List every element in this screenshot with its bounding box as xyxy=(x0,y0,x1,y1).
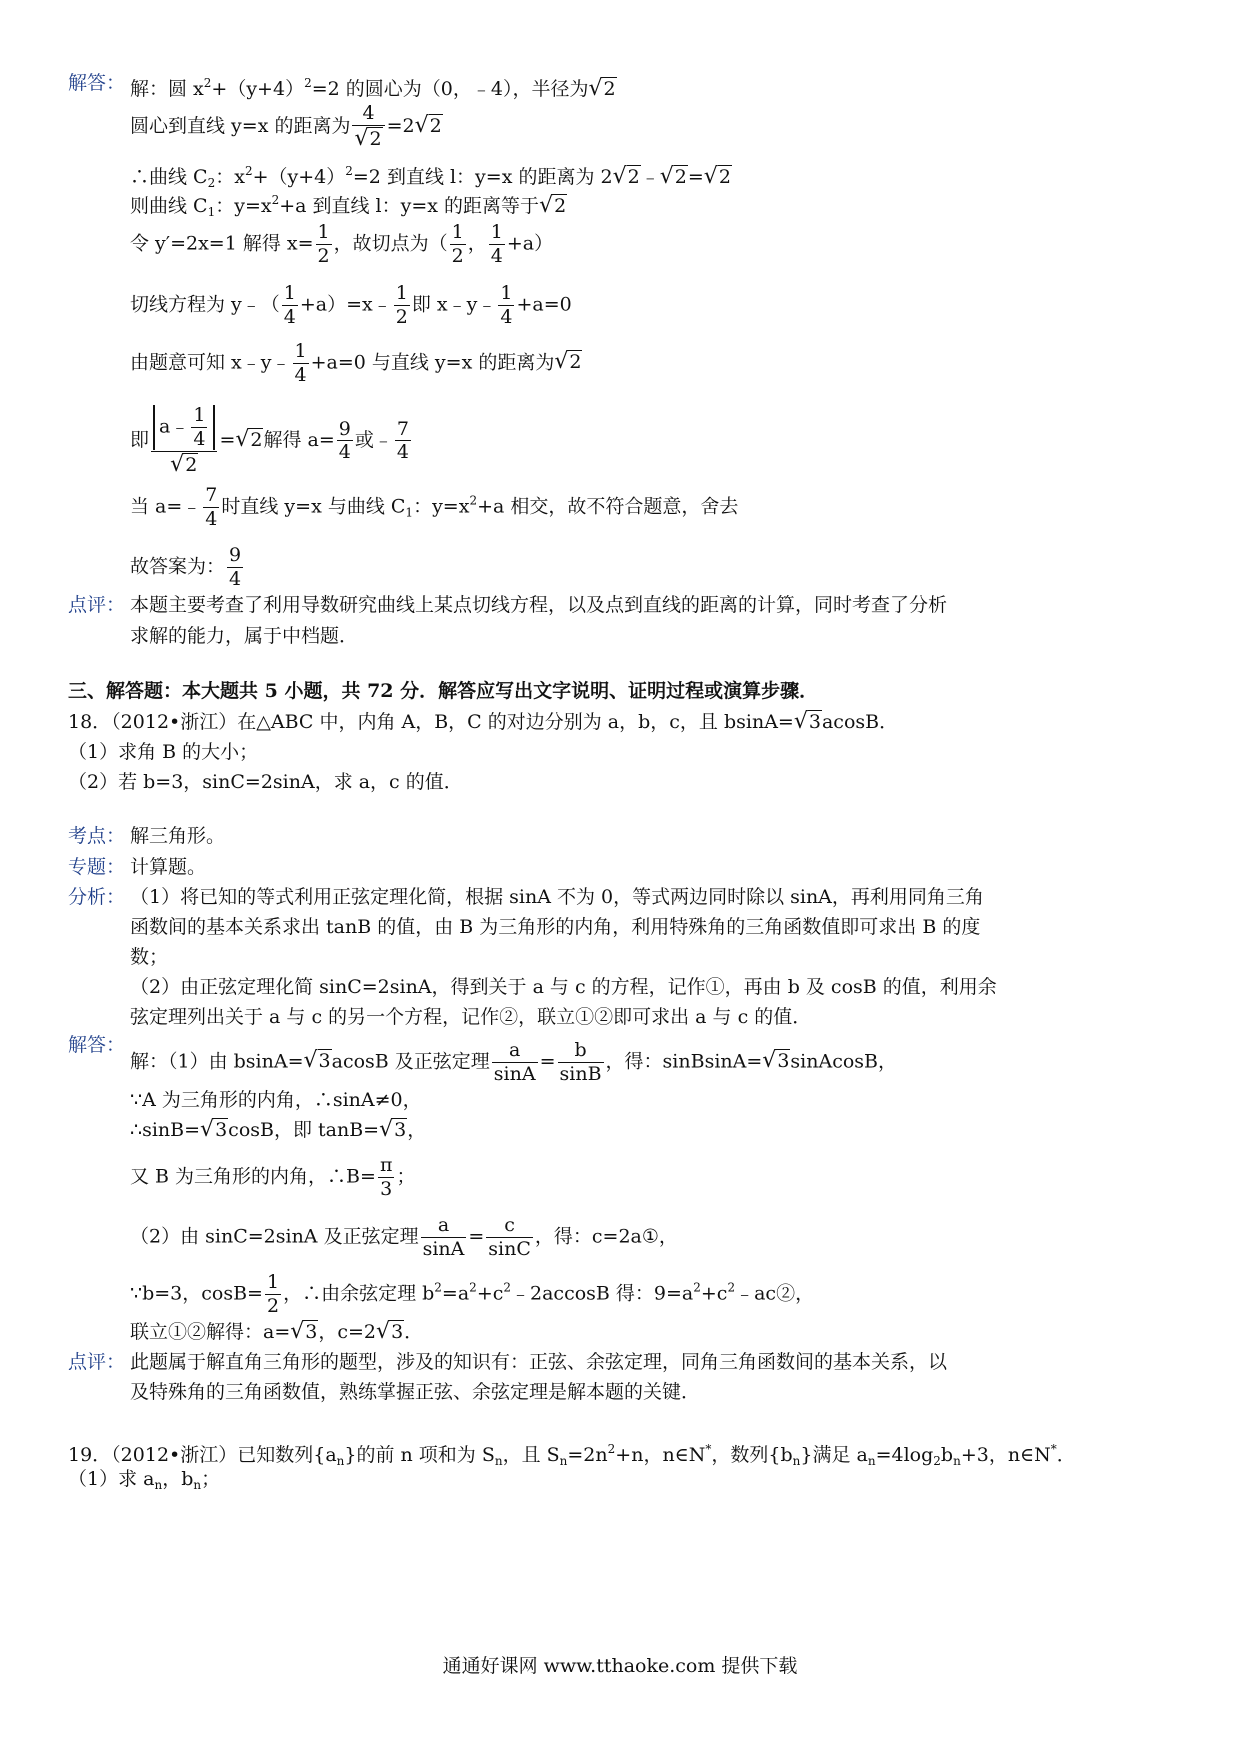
point-label: 考点： xyxy=(68,825,126,847)
solution-line: （2）由 sinC=2sinA 及正弦定理 $\frac{a}{\sin A}$ = $\frac{c}{\sin C}$ ，得：c=2a①， xyxy=(130,1214,678,1260)
solution-line: 切线方程为 y﹣（ $\frac{1}{4}$ +a）=x﹣ $\frac{1}{2}$ 即 x﹣y﹣ $\frac{1}{4}$ +a=0 xyxy=(130,282,572,328)
comment-text: 此题属于解直角三角形的题型，涉及的知识有：正弦、余弦定理，同角三角函数间的基本关系，以 xyxy=(130,1351,948,1373)
topic-text: 计算题。 xyxy=(130,856,207,878)
analysis-label: 分析： xyxy=(68,886,126,908)
comment-label: 点评： xyxy=(68,1351,126,1373)
comment-label: 点评： xyxy=(68,594,126,616)
question-part: （1）求角 B 的大小； xyxy=(68,741,259,763)
question-part: （2）若 b=3，sinC=2sinA，求 a，c 的值． xyxy=(68,771,463,793)
solution-line: ∵A 为三角形的内角，∴sinA≠0， xyxy=(130,1089,422,1111)
analysis-text: 弦定理列出关于 a 与 c 的另一个方程，记作②，联立①②即可求出 a 与 c 的值． xyxy=(130,1006,812,1028)
analysis-text: （2）由正弦定理化简 sinC=2sinA，得到关于 a 与 c 的方程，记作①，再由 b 及 cosB 的值，利用余 xyxy=(130,976,997,998)
solution-line: 由题意可知 x﹣y﹣ $\frac{1}{4}$ +a=0 与直线 y=x 的距离为√2 xyxy=(130,340,582,386)
solution-line: ∴sinB=√3cosB，即 tanB=√3， xyxy=(130,1117,427,1142)
solution-line: 解：（1）由 bsinA=√3acosB 及正弦定理 $\frac{a}{\sin A}$ = $\frac{b}{\sin B}$ ，得：sinBsinA=√3sinAcosB， xyxy=(130,1039,897,1085)
solution-line: 即 a﹣ $\frac{1}{4}$ √2 =√2解得 a= $\frac{9}{4}$ 或﹣ $\frac{7}{4}$ xyxy=(130,404,409,477)
solution-line: 则曲线 $C_1$：$y=x^2+a$ 到直线 l：y=x 的距离等于√2 xyxy=(130,193,567,219)
solution-line: ∴曲线 $C_2$：$x^2+(y+4)^2=2$ 到直线 l：y=x 的距离为 2√2﹣√2=√2 xyxy=(130,164,731,190)
analysis-text: 函数间的基本关系求出 tanB 的值，由 B 为三角形的内角，利用特殊角的三角函数值即可求出 B 的度 xyxy=(130,916,981,938)
answer-label: 解答： xyxy=(68,1034,126,1056)
analysis-text: 数； xyxy=(130,946,169,968)
section-heading: 三、解答题：本大题共 5 小题，共 72 分．解答应写出文字说明、证明过程或演算步骤． xyxy=(68,680,819,702)
solution-line: 当 a=﹣ $\frac{7}{4}$ 时直线 y=x 与曲线 $C_1$：$y=x^2+a$ 相交，故不符合题意，舍去 xyxy=(130,484,739,530)
analysis-text: （1）将已知的等式利用正弦定理化简，根据 sinA 不为 0，等式两边同时除以 sinA，再利用同角三角 xyxy=(130,886,984,908)
solution-line: 圆心到直线 y=x 的距离为 $\frac{4}{√2}$ =2√2 xyxy=(130,102,442,151)
topic-label: 专题： xyxy=(68,856,126,878)
solution-line: ∵b=3，cosB= $\frac{1}{2}$ ，∴由余弦定理 $b^2=a^2+c^2﹣2accosB$ 得：$9=a^2+c^2﹣ac②$， xyxy=(130,1271,815,1317)
solution-line: 联立①②解得：a=√3，c=2√3． xyxy=(130,1319,424,1344)
solution-line: 故答案为： $\frac{9}{4}$ xyxy=(130,544,242,590)
comment-text: 及特殊角的三角函数值，熟练掌握正弦、余弦定理是解本题的关键． xyxy=(130,1381,701,1403)
question-part: （1）求 $a_n$，$b_n$； xyxy=(68,1468,221,1492)
solution-line: 令 y′=2x=1 解得 x= $\frac{1}{2}$ ，故切点为（ $\frac{1}{2}$ ， $\frac{1}{4}$ +a） xyxy=(130,221,554,267)
question-stem: 18．（2012•浙江）在△ABC 中，内角 A，B，C 的对边分别为 a，b，c，且 bsinA=√3acosB． xyxy=(68,709,899,734)
solution-line: 解：圆 $x^2+(y+4)^2=2$ 的圆心为（0，﹣4），半径为√2 xyxy=(130,76,616,101)
comment-text: 求解的能力，属于中档题． xyxy=(130,625,359,647)
solution-line: 又 B 为三角形的内角，∴B= $\frac{\pi}{3}$ ； xyxy=(130,1154,416,1200)
answer-label: 解答： xyxy=(68,72,126,94)
point-text: 解三角形。 xyxy=(130,825,226,847)
comment-text: 本题主要考查了利用导数研究曲线上某点切线方程，以及点到直线的距离的计算，同时考查了分析 xyxy=(130,594,948,616)
page-footer: 通通好课网 www.tthaoke.com 提供下载 xyxy=(442,1655,798,1677)
question-stem: 19．（2012•浙江）已知数列$\{a_n\}$的前 n 项和为 $S_n$，且 $S_n=2n^2+n$，n∈N*，数列$\{b_n\}$满足 $a_n=4\log_2b_n+3$，n∈N*． xyxy=(68,1442,1076,1468)
